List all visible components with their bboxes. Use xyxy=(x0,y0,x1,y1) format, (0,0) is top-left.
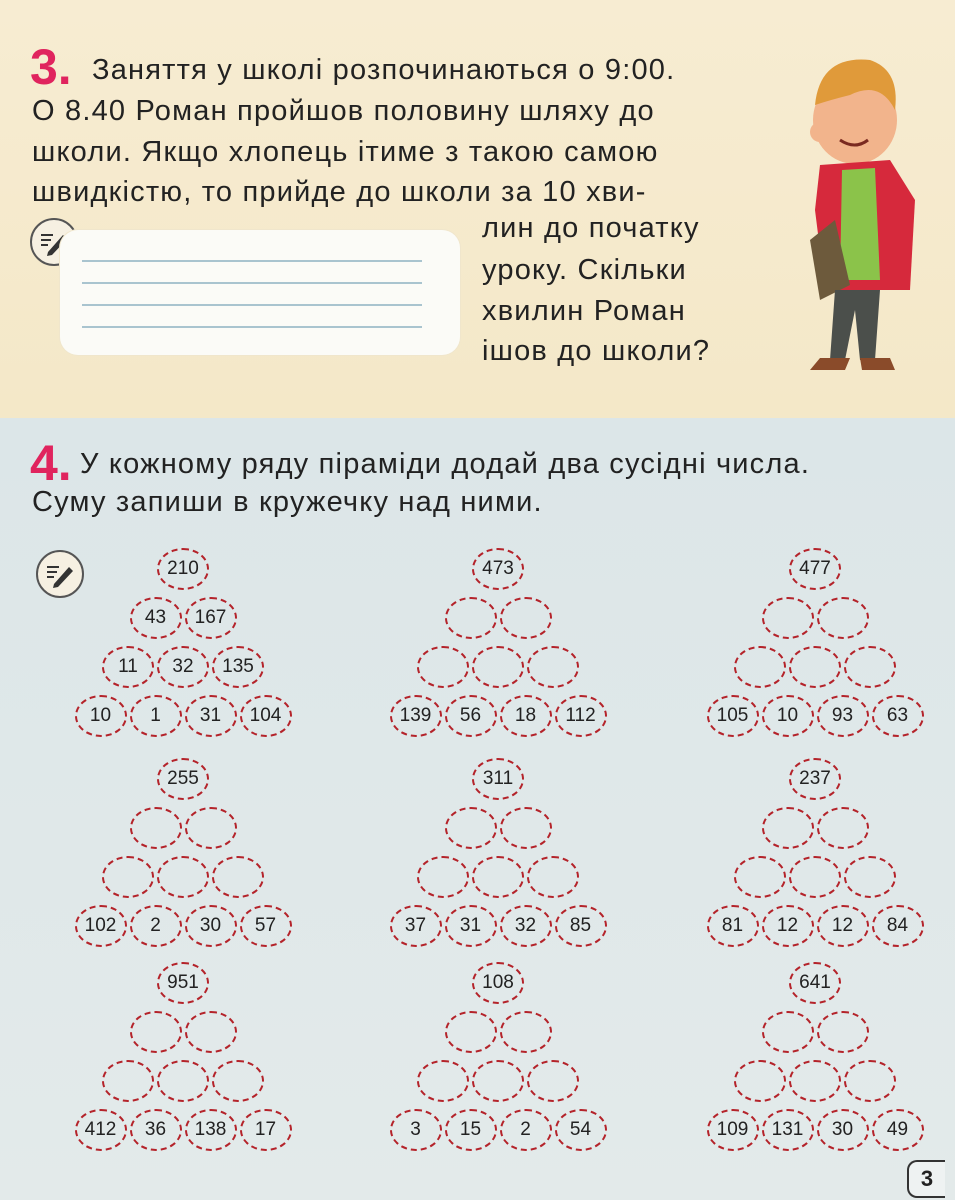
pyramid-circle[interactable]: 43 xyxy=(130,597,182,639)
pyramid-circle: 109 xyxy=(707,1109,759,1151)
pyramid-circle: 1 xyxy=(130,695,182,737)
task-3-line-4: швидкістю, то прийде до школи за 10 хви- xyxy=(32,176,647,208)
pyramid-circle[interactable] xyxy=(417,646,469,688)
pyramid-circle[interactable] xyxy=(130,807,182,849)
pyramid-circle[interactable] xyxy=(844,646,896,688)
pyramid-circle[interactable] xyxy=(185,807,237,849)
pyramid-circle[interactable] xyxy=(130,1011,182,1053)
pyramid-circle: 641 xyxy=(789,962,841,1004)
task-3-line-7: хвилин Роман xyxy=(482,295,686,327)
pyramid-circle[interactable] xyxy=(734,856,786,898)
pyramid-circle[interactable] xyxy=(212,856,264,898)
pyramid-circle[interactable] xyxy=(789,856,841,898)
pyramid-circle[interactable]: 135 xyxy=(212,646,264,688)
pyramid-circle: 17 xyxy=(240,1109,292,1151)
pyramid-circle: 32 xyxy=(500,905,552,947)
pyramid-circle: 30 xyxy=(185,905,237,947)
pyramid-circle[interactable] xyxy=(500,597,552,639)
pyramid-circle[interactable] xyxy=(445,807,497,849)
pyramid-circle: 15 xyxy=(445,1109,497,1151)
pyramid-circle: 112 xyxy=(555,695,607,737)
task-3-line-3: школи. Якщо хлопець ітиме з такою самою xyxy=(32,136,659,168)
task-3-line-8: ішов до школи? xyxy=(482,335,711,367)
pyramid-circle[interactable] xyxy=(527,1060,579,1102)
pyramid-circle: 105 xyxy=(707,695,759,737)
pyramid-circle[interactable] xyxy=(527,856,579,898)
pyramid-circle: 36 xyxy=(130,1109,182,1151)
task-3-line-2: О 8.40 Роман пройшов половину шляху до xyxy=(32,95,655,127)
pyramid-circle[interactable] xyxy=(500,1011,552,1053)
pyramid-circle[interactable] xyxy=(844,856,896,898)
pyramid-circle: 63 xyxy=(872,695,924,737)
pyramid-circle[interactable] xyxy=(762,1011,814,1053)
task-3-line-1: Заняття у школі розпочинаються о 9:00. xyxy=(92,54,676,86)
pyramid-circle[interactable] xyxy=(472,1060,524,1102)
pyramid-circle: 84 xyxy=(872,905,924,947)
task-3-number: 3. xyxy=(30,39,72,95)
task-4-line-2: Суму запиши в кружечку над ними. xyxy=(32,486,543,518)
pyramid-circle[interactable] xyxy=(734,646,786,688)
pyramid-circle[interactable] xyxy=(157,856,209,898)
pyramid-circle: 138 xyxy=(185,1109,237,1151)
pyramid-circle: 30 xyxy=(817,1109,869,1151)
pyramid-circle[interactable]: 167 xyxy=(185,597,237,639)
pyramid-circle: 49 xyxy=(872,1109,924,1151)
pyramid-circle: 108 xyxy=(472,962,524,1004)
task-4-line-1: У кожному ряду піраміди додай два сусідні числа. xyxy=(80,448,811,480)
pyramid-circle: 18 xyxy=(500,695,552,737)
pyramid-circle[interactable] xyxy=(472,856,524,898)
pyramid-circle[interactable] xyxy=(445,1011,497,1053)
page-number: 3 xyxy=(907,1160,945,1198)
pyramid-circle: 210 xyxy=(157,548,209,590)
pyramid-circle: 54 xyxy=(555,1109,607,1151)
pyramid-circle: 412 xyxy=(75,1109,127,1151)
pyramid-circle[interactable]: 32 xyxy=(157,646,209,688)
task-4-number: 4. xyxy=(30,435,72,491)
pencil-write-icon xyxy=(36,550,84,598)
pyramid-circle: 31 xyxy=(445,905,497,947)
pyramid-circle: 102 xyxy=(75,905,127,947)
pyramid-circle: 12 xyxy=(817,905,869,947)
pyramid-circle: 31 xyxy=(185,695,237,737)
pyramid-circle[interactable] xyxy=(500,807,552,849)
pyramid-circle: 3 xyxy=(390,1109,442,1151)
pyramid-circle: 473 xyxy=(472,548,524,590)
pyramid-circle[interactable] xyxy=(734,1060,786,1102)
boy-illustration xyxy=(780,40,950,370)
pyramid-circle: 57 xyxy=(240,905,292,947)
pyramid-circle[interactable] xyxy=(102,856,154,898)
pyramid-circle[interactable] xyxy=(817,597,869,639)
pyramid-circle[interactable] xyxy=(157,1060,209,1102)
pyramid-circle: 85 xyxy=(555,905,607,947)
pyramid-circle: 139 xyxy=(390,695,442,737)
pyramid-circle[interactable] xyxy=(762,597,814,639)
pyramid-circle[interactable] xyxy=(472,646,524,688)
pyramid-circle: 12 xyxy=(762,905,814,947)
pyramid-circle: 131 xyxy=(762,1109,814,1151)
pyramid-circle[interactable] xyxy=(527,646,579,688)
pyramid-circle: 237 xyxy=(789,758,841,800)
pyramid-circle: 10 xyxy=(75,695,127,737)
pyramid-circle[interactable] xyxy=(844,1060,896,1102)
pyramid-circle[interactable] xyxy=(212,1060,264,1102)
pyramid-circle[interactable] xyxy=(817,1011,869,1053)
pyramid-circle: 2 xyxy=(130,905,182,947)
pyramid-circle[interactable] xyxy=(102,1060,154,1102)
pyramid-circle[interactable] xyxy=(789,646,841,688)
pyramid-circle[interactable]: 11 xyxy=(102,646,154,688)
pyramid-circle: 311 xyxy=(472,758,524,800)
pyramid-circle[interactable] xyxy=(817,807,869,849)
pyramid-circle: 951 xyxy=(157,962,209,1004)
pyramid-circle[interactable] xyxy=(417,856,469,898)
pyramid-circle[interactable] xyxy=(185,1011,237,1053)
pyramid-circle[interactable] xyxy=(445,597,497,639)
task-3-line-5: лин до початку xyxy=(482,212,700,244)
pyramid-circle[interactable] xyxy=(762,807,814,849)
pyramid-circle: 93 xyxy=(817,695,869,737)
pyramid-circle: 2 xyxy=(500,1109,552,1151)
pyramid-circle: 10 xyxy=(762,695,814,737)
pyramid-circle: 255 xyxy=(157,758,209,800)
answer-box[interactable] xyxy=(60,230,460,355)
pyramid-circle: 104 xyxy=(240,695,292,737)
pyramid-circle: 477 xyxy=(789,548,841,590)
pyramid-circle: 81 xyxy=(707,905,759,947)
pyramid-circle[interactable] xyxy=(789,1060,841,1102)
task-3-line-6: уроку. Скільки xyxy=(482,254,687,286)
pyramid-circle: 37 xyxy=(390,905,442,947)
pyramid-circle: 56 xyxy=(445,695,497,737)
pyramid-circle[interactable] xyxy=(417,1060,469,1102)
